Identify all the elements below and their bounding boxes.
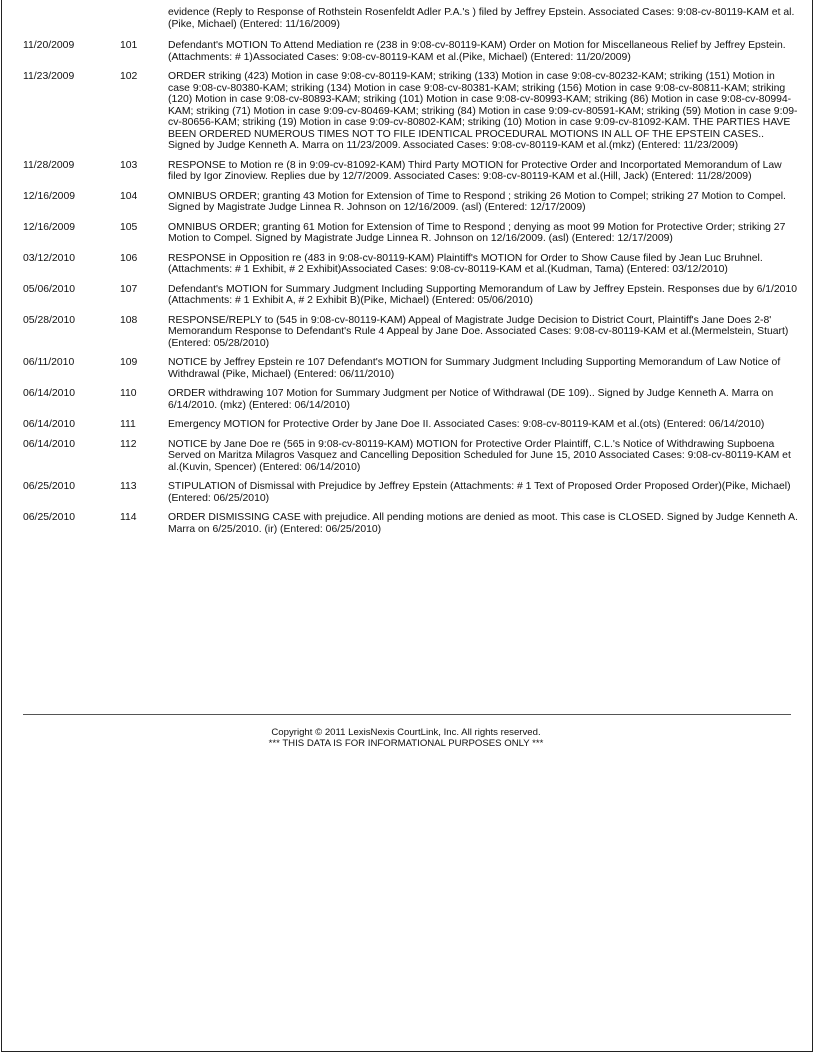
docket-entry bbox=[0, 40, 812, 63]
entry-date: 11/23/2009 bbox=[23, 71, 75, 82]
entry-date: 11/28/2009 bbox=[23, 159, 75, 171]
entry-date: 06/14/2010 bbox=[23, 388, 76, 399]
entry-text: RESPONSE in Opposition re (483 in 9:08-cv-80119-KAM) Plaintiff's MOTION for Order to Show Cause filed by Jean Luc Bruhnel. (Attachments: # 1 Exhibit, # 2 Exhibit)Associated Cases: 9:08-cv-80119-KAM et al.(Kudman, Tama) (Entered: 03/12/2010) bbox=[168, 252, 763, 275]
entry-date: 03/12/2010 bbox=[23, 252, 76, 264]
page-footer bbox=[0, 727, 812, 749]
entry-date: 06/14/2010 bbox=[23, 438, 76, 450]
entry-date: 05/06/2010 bbox=[23, 283, 76, 295]
entry-number: 101 bbox=[120, 40, 138, 51]
entry-text: NOTICE by Jane Doe re (565 in 9:08-cv-80119-KAM) MOTION for Protective Order Plaintiff, C.L.'s Notice of Withdrawing Supboena Served on Maritza Milagros Vasquez and Cancelling Deposition Scheduled for June 15, 2010 Associated Cases: 9:08-cv-80119-KAM et al.(Kuvin, Spencer) (Entered: 06/14/2010) bbox=[168, 438, 791, 473]
entry-date: 06/14/2010 bbox=[23, 419, 76, 430]
entry-text: RESPONSE to Motion re (8 in 9:09-cv-81092-KAM) Third Party MOTION for Protective Order and Incorportated Memorandum of Law filed by Igor Zinoview. Replies due by 12/7/2009. Associated Cases: 9:08-cv-80119-KAM et al.(Hill, Jack) (Entered: 11/28/2009) bbox=[168, 159, 782, 182]
entry-number: 112 bbox=[120, 438, 137, 450]
entry-number: 110 bbox=[120, 388, 137, 399]
entry-date: 06/25/2010 bbox=[23, 481, 76, 492]
entry-text: OMNIBUS ORDER; granting 61 Motion for Extension of Time to Respond ; denying as moot 99 Motion for Protective Order; striking 27 Motion to Compel. Signed by Magistrate Judge Linnea R. Johnson on 12/16/2009. (asl) (Entered: 12/17/2009) bbox=[168, 221, 786, 244]
docket-entry bbox=[0, 481, 812, 504]
docket-entry bbox=[0, 191, 812, 214]
entry-date: 06/25/2010 bbox=[23, 512, 76, 523]
entry-date bbox=[0, 7, 98, 30]
entry-date: 12/16/2009 bbox=[23, 190, 76, 202]
entry-number: 108 bbox=[120, 314, 138, 326]
entry-text: ORDER DISMISSING CASE with prejudice. All pending motions are denied as moot. This case is CLOSED. Signed by Judge Kenneth A. Marra on 6/25/2010. (ir) (Entered: 06/25/2010) bbox=[168, 512, 798, 535]
docket-entry bbox=[0, 388, 812, 411]
docket-entry bbox=[0, 284, 812, 307]
docket-entry bbox=[0, 71, 812, 152]
entry-text: Defendant's MOTION To Attend Mediation re (238 in 9:08-cv-80119-KAM) Order on Motion for Miscellaneous Relief by Jeffrey Epstein. (Attachments: # 1)Associated Cases: 9:08-cv-80119-KAM et al.(Pike, Michael) (Entered: 11/20/2009) bbox=[168, 40, 786, 63]
copyright-notice: Copyright © 2011 LexisNexis CourtLink, Inc. All rights reserved. bbox=[271, 727, 541, 738]
entry-number: 109 bbox=[120, 357, 138, 368]
entry-date: 12/16/2009 bbox=[23, 221, 76, 233]
entry-text: STIPULATION of Dismissal with Prejudice by Jeffrey Epstein (Attachments: # 1 Text of Proposed Order Proposed Order)(Pike, Michael) (Entered: 06/25/2010) bbox=[168, 481, 791, 504]
entry-number: 106 bbox=[120, 252, 138, 264]
entry-text: Defendant's MOTION for Summary Judgment Including Supporting Memorandum of Law by Jeffrey Epstein. Responses due by 6/1/2010 (Attachments: # 1 Exhibit A, # 2 Exhibit B)(Pike, Michael) (Entered: 05/06/2010) bbox=[168, 283, 798, 306]
entry-number bbox=[98, 7, 168, 30]
entry-text: OMNIBUS ORDER; granting 43 Motion for Extension of Time to Respond ; striking 26 Motion to Compel; striking 27 Motion to Compel. Signed by Magistrate Judge Linnea R. Johnson on 12/16/2009. (asl) (Entered: 12/17/2009) bbox=[168, 190, 786, 213]
docket-entry bbox=[0, 439, 812, 474]
docket-entry bbox=[0, 315, 812, 350]
entry-text: ORDER striking (423) Motion in case 9:08-cv-80119-KAM; striking (133) Motion in case 9:08-cv-80232-KAM; striking (151) Motion in case 9:08-cv-80380-KAM; striking (134) Motion in case 9:08-cv-80381-KAM; striking (156) Motion in case 9:08-cv-80811-KAM; striking (120) Motion in case 9:08-cv-80893-KAM; striking (101) Motion in case 9:08-cv-80993-KAM; striking (86) Motion in case 9:08-cv-80994-KAM; striking (71) Motion in case 9:09-cv-80469-KAM; striking (84) Motion in case 9:09-cv-80591-KAM; striking (59) Motion in case 9:09-cv-80656-KAM; striking (19) Motion in case 9:09-cv-80802-KAM; striking (10) Motion in case 9:09-cv-81092-KAM. THE PARTIES HAVE BEEN ORDERED NUMEROUS TIMES NOT TO FILE IDENTICAL PROCEDURAL MOTIONS IN ALL OF THE EPSTEIN CASES.. Signed by Judge Kenneth A. Marra on 11/23/2009. Associated Cases: 9:08-cv-80119-KAM et al.(mkz) (Entered: 11/23/2009) bbox=[168, 71, 798, 151]
entry-number: 105 bbox=[120, 221, 138, 233]
entry-text: Emergency MOTION for Protective Order by Jane Doe II. Associated Cases: 9:08-cv-80119-KAM et al.(ots) (Entered: 06/14/2010) bbox=[168, 419, 765, 430]
entry-date: 06/11/2010 bbox=[23, 357, 75, 368]
entry-number: 103 bbox=[120, 159, 138, 171]
docket-entry bbox=[0, 357, 812, 380]
docket-entry bbox=[0, 222, 812, 245]
entry-text: evidence (Reply to Response of Rothstein Rosenfeldt Adler P.A.'s ) filed by Jeffrey Epstein. Associated Cases: 9:08-cv-80119-KAM et al.(Pike, Michael) (Entered: 11/16/2009) bbox=[168, 7, 795, 30]
entry-text: NOTICE by Jeffrey Epstein re 107 Defendant's MOTION for Summary Judgment Including Supporting Memorandum of Law Notice of Withdrawal (Pike, Michael) (Entered: 06/11/2010) bbox=[168, 357, 781, 380]
footer-divider bbox=[23, 714, 791, 715]
entry-number: 114 bbox=[120, 512, 137, 523]
docket-entry-continuation bbox=[0, 7, 812, 30]
entry-number: 113 bbox=[120, 481, 137, 492]
entry-number: 102 bbox=[120, 71, 138, 82]
docket-entry bbox=[0, 419, 812, 431]
entry-number: 107 bbox=[120, 283, 138, 295]
docket-entries bbox=[0, 7, 812, 543]
entry-text: ORDER withdrawing 107 Motion for Summary Judgment per Notice of Withdrawal (DE 109).. Signed by Judge Kenneth A. Marra on 6/14/2010. (mkz) (Entered: 06/14/2010) bbox=[168, 388, 774, 411]
entry-text: RESPONSE/REPLY to (545 in 9:08-cv-80119-KAM) Appeal of Magistrate Judge Decision to District Court, Plaintiff's Jane Does 2-8' Memorandum Response to Defendant's Rule 4 Appeal by Jane Doe. Associated Cases: 9:08-cv-80119-KAM et al.(Mermelstein, Stuart) (Entered: 05/28/2010) bbox=[168, 314, 789, 349]
docket-entry bbox=[0, 253, 812, 276]
entry-number: 104 bbox=[120, 190, 138, 202]
docket-entry bbox=[0, 160, 812, 183]
disclaimer-notice: *** THIS DATA IS FOR INFORMATIONAL PURPOSES ONLY *** bbox=[268, 738, 544, 749]
entry-number: 111 bbox=[120, 419, 136, 430]
entry-date: 11/20/2009 bbox=[23, 40, 75, 51]
docket-entry bbox=[0, 512, 812, 535]
entry-date: 05/28/2010 bbox=[23, 314, 76, 326]
